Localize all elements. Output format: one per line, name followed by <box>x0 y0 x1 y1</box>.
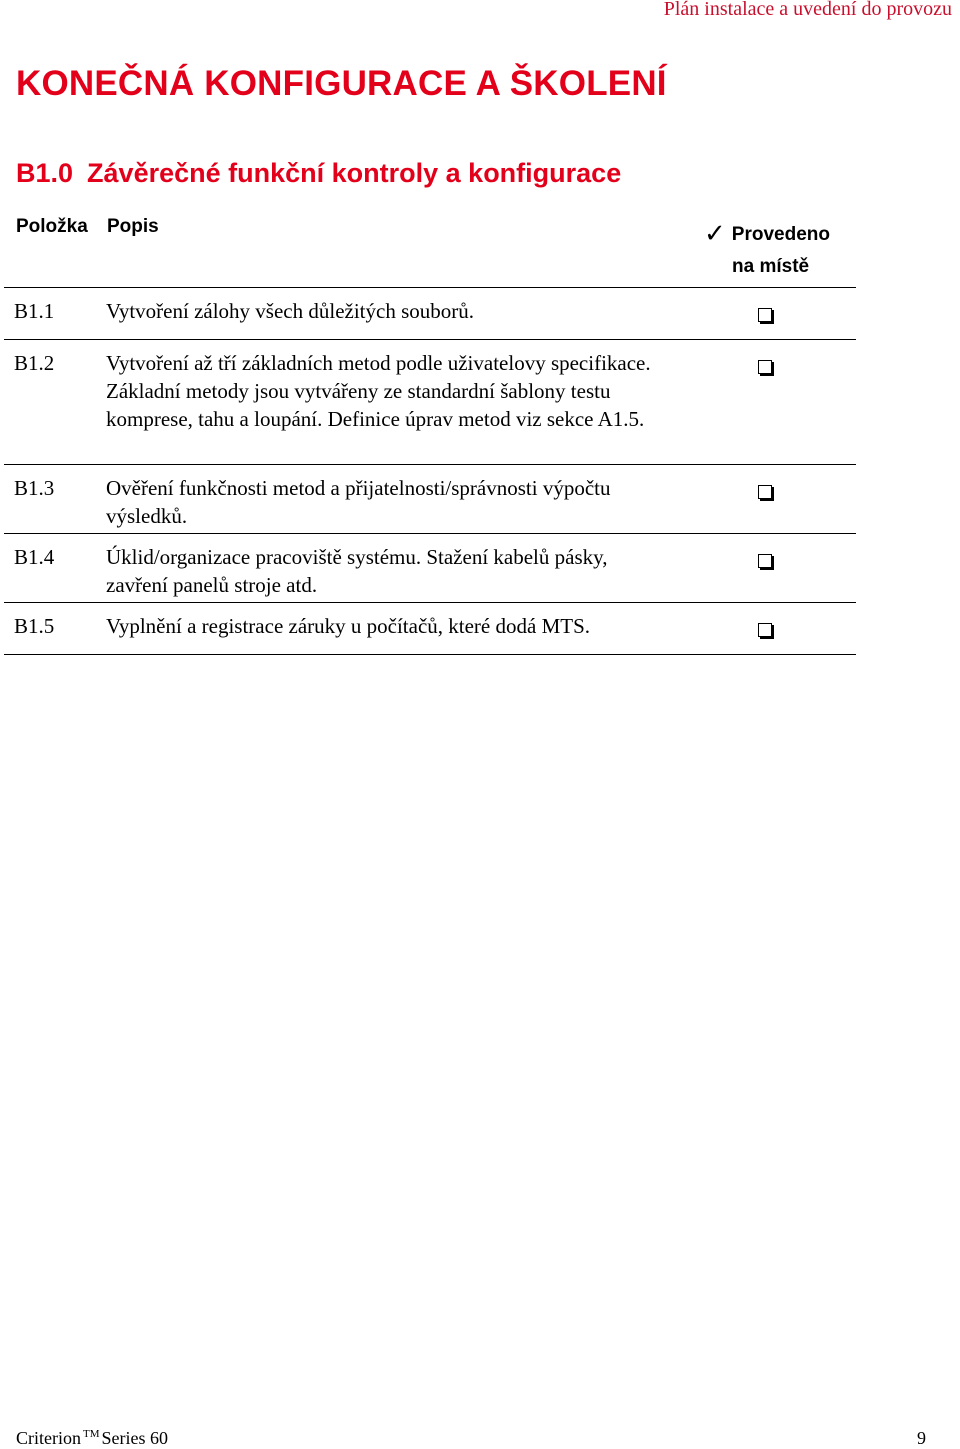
table-rule <box>4 287 856 288</box>
row-code: B1.2 <box>14 351 55 375</box>
checkbox[interactable] <box>758 554 772 568</box>
row-description: Vytvoření zálohy všech důležitých souborů. <box>106 299 474 323</box>
table-rule <box>4 533 856 534</box>
row-code: B1.5 <box>14 614 55 638</box>
row-code: B1.3 <box>14 476 55 500</box>
chapter-title: KONEČNÁ KONFIGURACE A ŠKOLENÍ <box>16 64 667 103</box>
column-header-done <box>704 218 854 283</box>
checkmark-icon: ✓ <box>704 219 726 249</box>
table-rule <box>4 602 856 603</box>
row-code: B1.4 <box>14 545 55 569</box>
row-description: Úklid/organizace pracoviště systému. Stažení kabelů pásky, zavření panelů stroje atd. <box>106 545 608 597</box>
row-code: B1.1 <box>14 299 55 323</box>
table-rule <box>4 464 856 465</box>
row-description: Vytvoření až tří základních metod podle uživatelovy specifikace. Základní metody jsou vytvářeny ze standardní šablony testu komprese, tahu a loupání. Definice úprav metod viz sekce A1.5. <box>106 351 651 431</box>
column-header-done-line1: Provedeno <box>731 224 830 245</box>
section-title-text: Závěrečné funkční kontroly a konfigurace <box>87 158 622 188</box>
running-header-title: Plán instalace a uvedení do provozu <box>663 0 952 20</box>
column-header-description: Popis <box>107 216 159 237</box>
section-heading <box>16 158 621 189</box>
row-description: Ověření funkčnosti metod a přijatelnosti/správnosti výpočtu výsledků. <box>106 476 611 528</box>
section-number: B1.0 <box>16 158 74 188</box>
table-rule <box>4 654 856 655</box>
column-header-done-line2: na místě <box>732 256 810 277</box>
checkbox[interactable] <box>758 308 772 322</box>
footer-series: Series 60 <box>101 1428 168 1448</box>
row-description: Vyplnění a registrace záruky u počítačů, které dodá MTS. <box>106 614 590 638</box>
checkbox[interactable] <box>758 623 772 637</box>
checkbox[interactable] <box>758 485 772 499</box>
trademark-mark: TM <box>83 1428 100 1440</box>
checkbox[interactable] <box>758 360 772 374</box>
table-rule <box>4 339 856 340</box>
column-header-item: Položka <box>16 216 88 237</box>
footer-product-name: Criterion <box>16 1428 81 1448</box>
footer-product <box>16 1428 168 1449</box>
page-number: 9 <box>917 1428 926 1448</box>
